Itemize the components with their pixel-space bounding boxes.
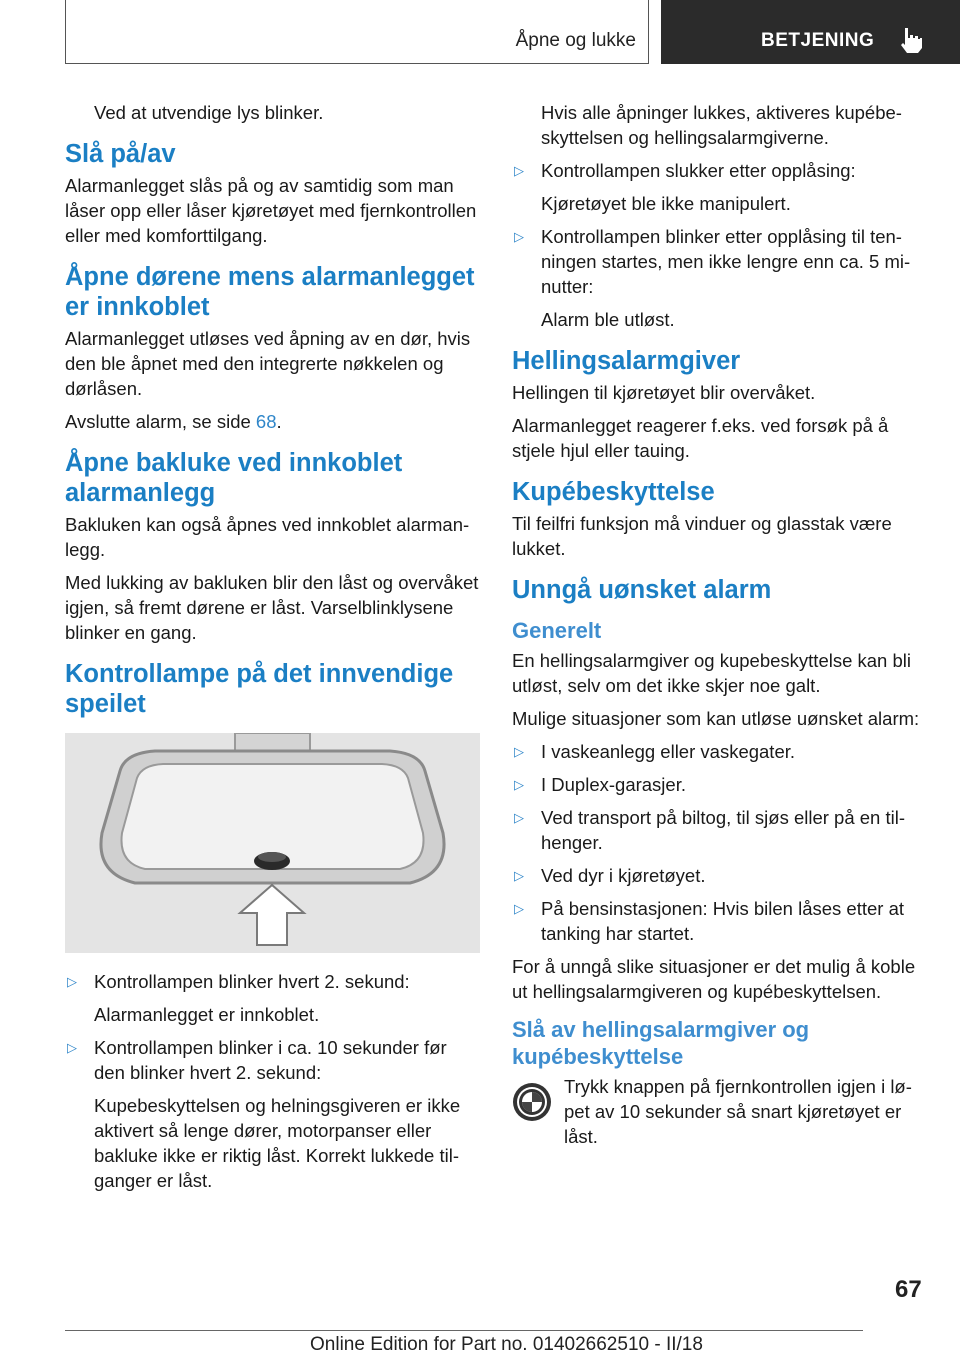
paragraph-stop-alarm: Avslutte alarm, se side 68. (65, 411, 282, 432)
list-item: ▷ På bensinstasjonen: Hvis bilen låses etter at tanking har startet. (514, 898, 905, 944)
list-item: ▷ Ved transport på biltog, til sjøs eller på en tilhenger. (514, 807, 906, 853)
bmw-key-button-icon (512, 1082, 552, 1122)
paragraph-continued: Hvis alle åpninger lukkes, aktiveres kupébeskyttelsen og hellingsalarmgiverne. (541, 102, 902, 148)
subheading-disable: Slå av hellingsalarmgiver og kupébeskyttelse (512, 1017, 810, 1069)
hand-pointer-icon (897, 26, 925, 54)
paragraph-general-2: Mulige situasjoner som kan utløse uønsket alarm: (512, 708, 920, 729)
list-item: ▷ Ved dyr i kjøretøyet. (514, 865, 706, 886)
situations-list (512, 739, 927, 946)
subheading-general: Generelt (512, 618, 602, 643)
heading-tailgate: Åpne bakluke ved innkoblet alarmanlegg (65, 449, 403, 507)
list-item: ▷ I vaskeanlegg eller vaskegater. (514, 741, 796, 762)
header-section-box (661, 0, 960, 64)
triangle-bullet-icon: ▷ (514, 163, 524, 178)
paragraph-interior: Til feilfri funksjon må vinduer og glasstak være lukket. (512, 513, 892, 559)
intro-line: Ved at utvendige lys blinker. (94, 102, 324, 123)
paragraph-open-doors: Alarmanlegget utløses ved åpning av en dør, hvis den ble åpnet med den integrerte nøkkelen og dørlåsen. (65, 328, 471, 399)
lamp-bullet-list (65, 969, 480, 1193)
page-number: 67 (895, 1276, 922, 1303)
left-column (65, 100, 480, 1201)
triangle-bullet-icon: ▷ (514, 868, 524, 883)
list-item: ▷ Kontrollampen blinker hvert 2. sekund: Alarmanlegget er innkoblet. (67, 971, 410, 1025)
heading-tilt-alarm: Hellingsalarmgiver (512, 347, 741, 375)
triangle-bullet-icon: ▷ (514, 744, 524, 759)
paragraph-tilt-2: Alarmanlegget reagerer f.eks. ved forsøk på å stjele hjul eller tauing. (512, 415, 889, 461)
triangle-bullet-icon: ▷ (514, 777, 524, 792)
triangle-bullet-icon: ▷ (514, 810, 524, 825)
paragraph-tailgate-2: Med lukking av bakluken blir den låst og overvåket igjen, så fremt dørene er låst. Varselblinklysene blinker en gang. (65, 572, 479, 643)
page-link-68[interactable]: 68 (255, 411, 277, 432)
paragraph-on-off: Alarmanlegget slås på og av samtidig som man låser opp eller låser kjøretøyet med fjernkontrollen eller med komforttilgang. (65, 175, 477, 246)
paragraph-disable: Trykk knappen på fjernkontrollen igjen i løpet av 10 sekunder så snart kjøretøyet er låst. (564, 1076, 912, 1147)
triangle-bullet-icon: ▷ (67, 974, 77, 989)
list-item: ▷ Kontrollampen blinker i ca. 10 sekunder før den blinker hvert 2. sekund: Kupebeskyttelsen og helningsgiveren er ikke aktivert så lenge dører, motorpanser eller bakluke ikke er riktig låst. Korrekt lukkede tilganger er låst. (67, 1037, 461, 1191)
paragraph-general-3: For å unngå slike situasjoner er det mulig å koble ut hellingsalarmgiveren og kupébeskyttelsen. (512, 956, 916, 1002)
paragraph-tailgate-1: Bakluken kan også åpnes ved innkoblet alarmanlegg. (65, 514, 470, 560)
lamp-status-list (512, 158, 927, 332)
heading-on-off: Slå på/av (65, 140, 176, 168)
heading-avoid-alarm: Unngå uønsket alarm (512, 576, 772, 604)
chapter-title: Åpne og lukke (515, 30, 636, 51)
list-item: ▷ Kontrollampen blinker etter opplåsing til tenningen startes, men ikke lengre enn ca. 5 minutter: Alarm ble utløst. (514, 226, 911, 330)
triangle-bullet-icon: ▷ (67, 1040, 77, 1055)
header-chapter-box (65, 0, 649, 64)
paragraph-general-1: En hellingsalarmgiver og kupebeskyttelse kan bli utløst, selv om det ikke skjer noe galt. (512, 650, 911, 696)
list-item: ▷ I Duplex-garasjer. (514, 774, 686, 795)
footer-divider (65, 1330, 863, 1331)
heading-control-lamp: Kontrollampe på det innvendige speilet (65, 660, 454, 718)
section-title: BETJENING (761, 30, 875, 51)
paragraph-tilt-1: Hellingen til kjøretøyet blir overvåket. (512, 382, 816, 403)
list-item: ▷ Kontrollampen slukker etter opplåsing: Kjøretøyet ble ikke manipulert. (514, 160, 856, 214)
heading-interior-protection: Kupébeskyttelse (512, 478, 715, 506)
triangle-bullet-icon: ▷ (514, 229, 524, 244)
rear-view-mirror-illustration (65, 733, 480, 953)
heading-open-doors: Åpne dørene mens alarmanlegget er innkoblet (65, 263, 475, 321)
triangle-bullet-icon: ▷ (514, 901, 524, 916)
footer-edition: Online Edition for Part no. 01402662510 - II/18 (310, 1334, 703, 1355)
right-column (512, 100, 927, 1157)
